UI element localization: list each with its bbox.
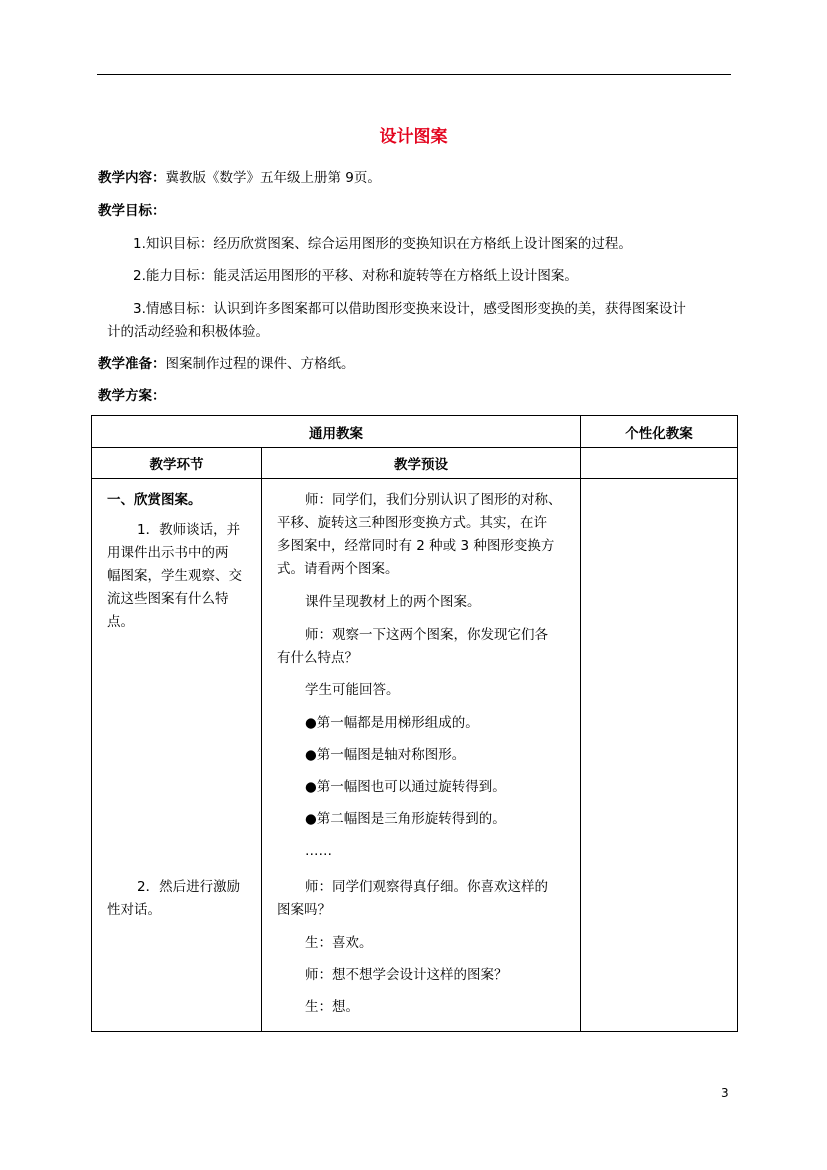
stage-title: 一、欣赏图案。 (107, 492, 202, 508)
stage-1-line-5: 点。 (107, 614, 134, 630)
goal-item-2: 2.能力目标：能灵活运用图形的平移、对称和旋转等在方格纸上设计图案。 (133, 268, 578, 284)
stage-1-line-1: 1．教师谈话，并 (137, 522, 241, 538)
col-teaching-preset: 教学预设 (262, 448, 581, 479)
content-line (98, 166, 381, 186)
col-personal-empty (581, 448, 738, 479)
header-rule (97, 74, 731, 75)
stage-1-line-2: 用课件出示书中的两 (107, 545, 229, 561)
header-general-plan: 通用教案 (92, 416, 581, 448)
stage-2-line-2: 性对话。 (107, 902, 161, 918)
preset-1-line-3: 多图案中，经常同时有 2 种或 3 种图形变换方 (277, 538, 555, 554)
stage-1-line-3: 幅图案，学生观察、交 (107, 568, 242, 584)
content-label: 教学内容： (98, 170, 166, 186)
stage-cell (92, 479, 262, 1032)
goal-item-3: 3.情感目标：认识到许多图案都可以借助图形变换来设计，感受图形变换的美，获得图案设计 (133, 301, 686, 317)
bullet-item-4: ●第二幅图是三角形旋转得到的。 (305, 811, 506, 827)
prep-text: 图案制作过程的课件、方格纸。 (165, 356, 355, 372)
lesson-plan-table (91, 415, 738, 1032)
preset-7: 师：想不想学会设计这样的图案？ (305, 967, 508, 983)
preset-5-line-2: 图案吗？ (277, 902, 331, 918)
prep-line (98, 352, 355, 372)
goal-item-1: 1.知识目标：经历欣赏图案、综合运用图形的变换知识在方格纸上设计图案的过程。 (133, 236, 632, 252)
bullet-item-3: ●第一幅图也可以通过旋转得到。 (305, 779, 506, 795)
preset-3-line-1: 师：观察一下这两个图案，你发现它们各 (305, 627, 548, 643)
preset-6: 生：喜欢。 (305, 935, 373, 951)
preset-1-line-1: 师：同学们，我们分别认识了图形的对称、 (305, 492, 562, 508)
page-number: 3 (721, 1086, 729, 1100)
goals-label: 教学目标： (98, 203, 166, 219)
preset-cell (262, 479, 581, 1032)
bullet-item-1: ●第一幅都是用梯形组成的。 (305, 715, 479, 731)
goal-item-3-continued: 计的活动经验和积极体验。 (107, 324, 269, 340)
stage-1-line-4: 流这些图案有什么特 (107, 591, 229, 607)
preset-1-line-2: 平移、旋转这三种图形变换方式。其实，在许 (277, 515, 547, 531)
preset-4: 学生可能回答。 (305, 682, 400, 698)
bullet-item-2: ●第一幅图是轴对称图形。 (305, 747, 466, 763)
stage-2-line-1: 2．然后进行激励 (137, 879, 241, 895)
plan-label: 教学方案： (98, 388, 166, 404)
col-teaching-stage: 教学环节 (92, 448, 262, 479)
preset-3-line-2: 有什么特点？ (277, 650, 358, 666)
personal-plan-cell (581, 479, 738, 1032)
content-text: 冀教版《数学》五年级上册第 9页。 (165, 170, 381, 186)
preset-2: 课件呈现教材上的两个图案。 (305, 594, 481, 610)
preset-1-line-4: 式。请看两个图案。 (277, 561, 399, 577)
ellipsis: …… (305, 843, 332, 859)
preset-5-line-1: 师：同学们观察得真仔细。你喜欢这样的 (305, 879, 548, 895)
prep-label: 教学准备： (98, 356, 166, 372)
header-personal-plan: 个性化教案 (581, 416, 738, 448)
document-title: 设计图案 (379, 127, 448, 147)
preset-8: 生：想。 (305, 999, 359, 1015)
